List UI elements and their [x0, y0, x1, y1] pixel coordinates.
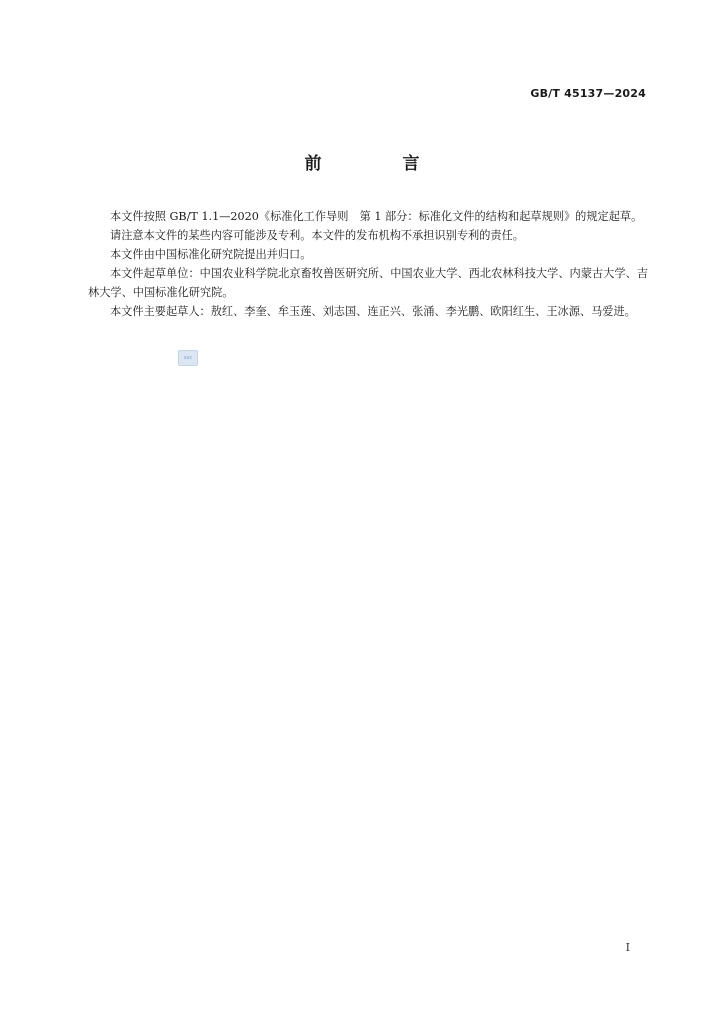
paragraph-drafting-units: 本文件起草单位：中国农业科学院北京畜牧兽医研究所、中国农业大学、西北农林科技大学、内蒙古大学、吉林大学、中国标准化研究院。 [88, 267, 648, 299]
standard-code: GB/T 45137—2024 [530, 87, 646, 100]
paragraph-drafting-rules: 本文件按照 GB/T 1.1—2020《标准化工作导则 第 1 部分：标准化文件的结构和起草规则》的规定起草。 [110, 210, 643, 223]
paragraph-proposer: 本文件由中国标准化研究院提出并归口。 [110, 248, 312, 261]
paragraph-drafters: 本文件主要起草人：敖红、李奎、牟玉莲、刘志国、连正兴、张涌、李光鹏、欧阳红生、王冰源、马爱进。 [110, 305, 636, 318]
paragraph-patent-notice: 请注意本文件的某些内容可能涉及专利。本文件的发布机构不承担识别专利的责任。 [110, 229, 524, 242]
foreword-body [88, 207, 648, 321]
sac-watermark-logo: sac [178, 350, 198, 366]
page-title: 前 言 [304, 154, 452, 174]
page-number: I [625, 941, 630, 954]
